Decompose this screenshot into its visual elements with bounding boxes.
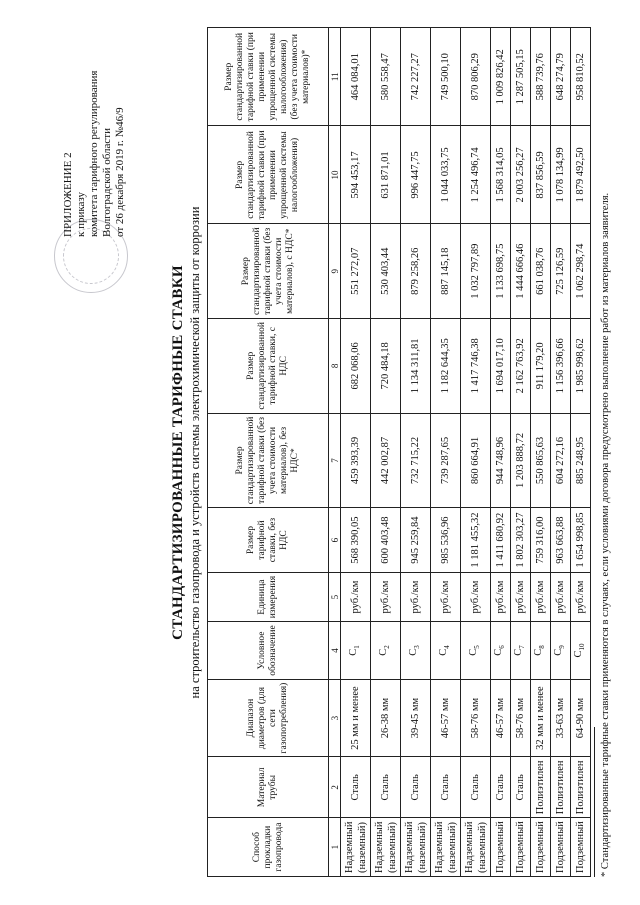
cell-symbol — [551, 622, 571, 679]
cell-diameter-range: 26-38 мм — [371, 679, 401, 757]
table-row — [531, 28, 551, 877]
header-cell: Размер стандартизированной тарифной ставки (без учета стоимости материалов), с НДС* — [208, 224, 329, 319]
header-cell: Размер стандартизированной тарифной ставки (при применении упрощенной системы налогообложения) (без учета стоимости материалов)* — [208, 28, 329, 127]
cell-method: Надземный (наземный) — [341, 818, 371, 877]
symbol-letter: С — [533, 648, 545, 656]
header-cell: Размер стандартизированной тарифной ставки (при применении упрощенной системы налогообложения) — [208, 126, 329, 224]
cell-diameter-range: 46-57 мм — [431, 679, 461, 757]
cell-material: Полиэтилен — [571, 757, 591, 818]
cell-unit: руб./км — [531, 572, 551, 621]
cell-rate-no-materials: 550 865,63 — [531, 413, 551, 508]
appendix-line: от 26 декабря 2019 г. №46/9 — [114, 107, 126, 237]
cell-material: Полиэтилен — [531, 757, 551, 818]
document-subtitle: на строительство газопровода и устройств системы электрохимической защиты от коррозии — [188, 206, 202, 699]
cell-rate-no-materials: 442 002,87 — [371, 413, 401, 508]
cell-rate-vat-no-materials: 661 038,76 — [531, 224, 551, 319]
table-row — [571, 28, 591, 877]
symbol-letter: С — [493, 648, 504, 656]
symbol-index: 5 — [473, 645, 482, 649]
symbol-letter: С — [437, 648, 449, 656]
cell-rate-vat-no-materials: 1 062 298,74 — [571, 224, 591, 319]
cell-rate-vat-no-materials: 1 444 666,46 — [511, 224, 531, 319]
cell-symbol — [491, 622, 511, 679]
cell-material: Сталь — [371, 757, 401, 818]
cell-unit: руб./км — [511, 572, 531, 621]
cell-material: Сталь — [461, 757, 491, 818]
cell-unit: руб./км — [401, 572, 431, 621]
cell-rate-no-materials: 944 748,96 — [491, 413, 511, 508]
column-number: 6 — [329, 508, 341, 573]
cell-rate-simplified-tax-no-materials: 588 739,76 — [531, 28, 551, 127]
cell-method: Подземный — [551, 818, 571, 877]
document-title: СТАНДАРТИЗИРОВАННЫЕ ТАРИФНЫЕ СТАВКИ — [170, 265, 186, 640]
cell-rate-simplified-tax-no-materials: 749 500,10 — [431, 28, 461, 127]
table-row — [341, 28, 371, 877]
footnote: * Стандартизированные тарифные ставки применяются в случаях, если условиями договора предусмотрено выполнение работ из материалов заявителя. — [600, 192, 611, 877]
cell-diameter-range: 25 мм и менее — [341, 679, 371, 757]
cell-method: Надземный (наземный) — [461, 818, 491, 877]
table-row — [461, 28, 491, 877]
cell-rate-no-materials: 860 664,91 — [461, 413, 491, 508]
header-cell: Размер тарифной ставки, без НДС — [208, 508, 329, 573]
cell-rate: 600 403,48 — [371, 508, 401, 573]
cell-rate-vat-no-materials: 1 032 797,89 — [461, 224, 491, 319]
cell-rate: 1 181 455,32 — [461, 508, 491, 573]
cell-symbol — [461, 622, 491, 679]
cell-unit: руб./км — [431, 572, 461, 621]
column-number: 10 — [329, 126, 341, 224]
cell-method: Подземный — [531, 818, 551, 877]
cell-rate-simplified-tax-no-materials: 464 084,01 — [341, 28, 371, 127]
symbol-letter: С — [467, 648, 479, 656]
cell-symbol — [571, 622, 591, 679]
cell-rate-simplified-tax: 1 254 496,74 — [461, 126, 491, 224]
cell-diameter-range: 58-76 мм — [511, 679, 531, 757]
table-row — [511, 28, 531, 877]
symbol-index: 4 — [443, 645, 452, 649]
cell-rate-no-materials: 459 393,39 — [341, 413, 371, 508]
cell-rate-simplified-tax-no-materials: 580 558,47 — [371, 28, 401, 127]
symbol-index: 3 — [413, 645, 422, 649]
cell-diameter-range: 46-57 мм — [491, 679, 511, 757]
cell-diameter-range: 64-90 мм — [571, 679, 591, 757]
table-row — [371, 28, 401, 877]
cell-rate-no-materials: 1 203 888,72 — [511, 413, 531, 508]
cell-rate-simplified-tax: 594 453,17 — [341, 126, 371, 224]
table-row — [431, 28, 461, 877]
appendix-title: ПРИЛОЖЕНИЕ 2 — [62, 152, 74, 237]
header-cell: Способ прокладки газопровода — [208, 818, 329, 877]
cell-rate-vat: 682 068,06 — [341, 319, 371, 414]
symbol-letter: С — [377, 648, 389, 656]
table-body — [341, 28, 591, 877]
header-cell: Условное обозначение — [208, 622, 329, 679]
cell-rate-no-materials: 604 272,16 — [551, 413, 571, 508]
cell-rate-vat-no-materials: 530 403,44 — [371, 224, 401, 319]
footnote-divider — [594, 727, 595, 877]
rates-table — [207, 27, 591, 877]
table-row — [491, 28, 511, 877]
cell-method: Подземный — [511, 818, 531, 877]
cell-rate-simplified-tax: 1 568 314,05 — [491, 126, 511, 224]
column-number: 3 — [329, 679, 341, 757]
cell-unit: руб./км — [491, 572, 511, 621]
column-number: 8 — [329, 319, 341, 414]
cell-rate: 945 259,84 — [401, 508, 431, 573]
cell-unit: руб./км — [341, 572, 371, 621]
header-cell: Единица измерения — [208, 572, 329, 621]
cell-rate: 1 654 998,85 — [571, 508, 591, 573]
cell-symbol — [371, 622, 401, 679]
cell-diameter-range: 33-63 мм — [551, 679, 571, 757]
cell-rate-simplified-tax: 2 003 256,27 — [511, 126, 531, 224]
cell-material: Сталь — [431, 757, 461, 818]
symbol-letter: С — [347, 648, 359, 656]
cell-rate-simplified-tax: 631 871,01 — [371, 126, 401, 224]
cell-rate-vat: 2 162 763,92 — [511, 319, 531, 414]
cell-rate-simplified-tax: 1 879 492,50 — [571, 126, 591, 224]
symbol-index: 2 — [383, 645, 392, 649]
cell-material: Сталь — [401, 757, 431, 818]
cell-rate-simplified-tax-no-materials: 648 274,79 — [551, 28, 571, 127]
cell-rate-vat: 1 417 746,38 — [461, 319, 491, 414]
cell-rate-simplified-tax-no-materials: 1 287 505,15 — [511, 28, 531, 127]
cell-rate-vat-no-materials: 725 126,59 — [551, 224, 571, 319]
cell-rate-vat: 1 134 311,81 — [401, 319, 431, 414]
cell-rate-simplified-tax: 996 447,75 — [401, 126, 431, 224]
appendix-line: к приказу — [75, 191, 87, 237]
cell-rate-vat-no-materials: 1 133 698,75 — [491, 224, 511, 319]
cell-rate-simplified-tax: 1 078 134,99 — [551, 126, 571, 224]
symbol-letter: С — [573, 650, 585, 658]
cell-material: Сталь — [341, 757, 371, 818]
symbol-index: 6 — [498, 645, 507, 649]
header-cell: Диапазон диаметров (для сети газопотребления) — [208, 679, 329, 757]
cell-rate: 1 411 680,92 — [491, 508, 511, 573]
cell-method: Подземный — [571, 818, 591, 877]
symbol-index: 7 — [518, 645, 527, 649]
cell-rate-simplified-tax-no-materials: 742 227,27 — [401, 28, 431, 127]
table-row — [551, 28, 571, 877]
cell-symbol — [401, 622, 431, 679]
cell-rate-vat-no-materials: 551 272,07 — [341, 224, 371, 319]
symbol-letter: С — [513, 648, 525, 656]
cell-diameter-range: 32 мм и менее — [531, 679, 551, 757]
column-number: 7 — [329, 413, 341, 508]
appendix-header — [62, 7, 127, 237]
column-number: 2 — [329, 757, 341, 818]
header-cell: Размер стандартизированной тарифной ставки, с НДС — [208, 319, 329, 414]
cell-rate-vat-no-materials: 879 258,26 — [401, 224, 431, 319]
symbol-letter: С — [553, 648, 565, 656]
cell-rate-vat: 1 156 396,66 — [551, 319, 571, 414]
cell-symbol — [431, 622, 461, 679]
cell-rate-simplified-tax-no-materials: 870 806,29 — [461, 28, 491, 127]
column-number: 11 — [329, 28, 341, 127]
cell-rate: 568 390,05 — [341, 508, 371, 573]
header-cell: Материал трубы — [208, 757, 329, 818]
symbol-index: 10 — [578, 643, 587, 651]
cell-rate-vat: 1 694 017,10 — [491, 319, 511, 414]
cell-rate-vat: 1 985 998,62 — [571, 319, 591, 414]
cell-rate-vat: 1 182 644,35 — [431, 319, 461, 414]
cell-method: Надземный (наземный) — [371, 818, 401, 877]
cell-rate-no-materials: 732 715,22 — [401, 413, 431, 508]
cell-rate-no-materials: 885 248,95 — [571, 413, 591, 508]
cell-rate-simplified-tax: 1 044 033,75 — [431, 126, 461, 224]
cell-rate-vat: 911 179,20 — [531, 319, 551, 414]
cell-unit: руб./км — [371, 572, 401, 621]
cell-unit: руб./км — [571, 572, 591, 621]
cell-unit: руб./км — [551, 572, 571, 621]
appendix-line: Волгоградской области — [101, 128, 113, 237]
cell-rate: 1 802 303,27 — [511, 508, 531, 573]
cell-rate-vat-no-materials: 887 145,18 — [431, 224, 461, 319]
column-number: 1 — [329, 818, 341, 877]
symbol-index: 1 — [353, 645, 362, 649]
cell-method: Надземный (наземный) — [401, 818, 431, 877]
cell-material: Сталь — [511, 757, 531, 818]
cell-method: Подземный — [491, 818, 511, 877]
cell-rate-no-materials: 739 287,65 — [431, 413, 461, 508]
cell-rate: 985 536,96 — [431, 508, 461, 573]
appendix-line: комитета тарифного регулирования — [88, 70, 100, 237]
symbol-index: 9 — [558, 645, 567, 649]
cell-method: Надземный (наземный) — [431, 818, 461, 877]
cell-rate-simplified-tax-no-materials: 958 810,52 — [571, 28, 591, 127]
column-number: 5 — [329, 572, 341, 621]
symbol-letter: С — [407, 648, 419, 656]
cell-rate: 963 663,88 — [551, 508, 571, 573]
cell-rate: 759 316,00 — [531, 508, 551, 573]
table-row — [401, 28, 431, 877]
symbol-index: 8 — [538, 645, 547, 649]
cell-unit: руб./км — [461, 572, 491, 621]
cell-rate-simplified-tax: 837 856,59 — [531, 126, 551, 224]
cell-symbol — [531, 622, 551, 679]
cell-diameter-range: 58-76 мм — [461, 679, 491, 757]
column-number-row — [329, 28, 341, 877]
cell-rate-simplified-tax-no-materials: 1 009 826,42 — [491, 28, 511, 127]
cell-symbol — [511, 622, 531, 679]
cell-symbol — [341, 622, 371, 679]
cell-rate-vat: 720 484,18 — [371, 319, 401, 414]
header-cell: Размер стандартизированной тарифной ставки (без учета стоимости материалов), без НДС* — [208, 413, 329, 508]
cell-material: Полиэтилен — [551, 757, 571, 818]
column-number: 9 — [329, 224, 341, 319]
table-header-row — [208, 28, 329, 877]
cell-material: Сталь — [491, 757, 511, 818]
cell-diameter-range: 39-45 мм — [401, 679, 431, 757]
column-number: 4 — [329, 622, 341, 679]
